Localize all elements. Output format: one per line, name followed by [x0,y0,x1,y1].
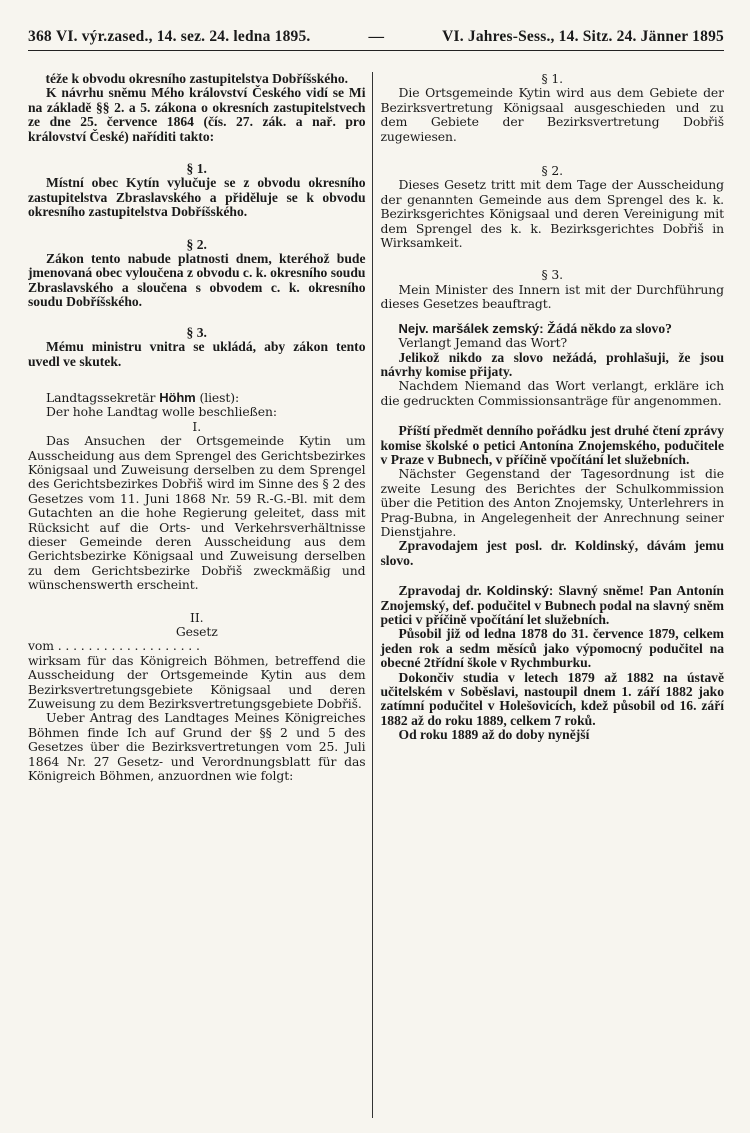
right-column [372,72,725,1118]
left-section-1-text: Místní obec Kytín vylučuje se z obvodu okresního zastupitelstva Zbraslavského a přiděluje se k obvodu okresního zastupitelstva Dobříšského. [28,175,366,220]
secretary-prefix: Landtagssekretär [46,389,156,405]
law-date-line: vom . . . . . . . . . . . . . . . . . . . [28,638,200,654]
secretary-name: Höhm [159,389,196,405]
marshal-question [381,322,725,336]
roman-numeral-2: II. [190,609,204,625]
rapporteur-announcement: Zpravodajem jest posl. dr. Koldinský, dávám jemu slovo. [380,538,724,568]
resolution-part-1: Das Ansuchen der Ortsgemeinde Kytin um Ausscheidung aus dem Sprengel des Gerichtsbezirkes Königsaal und Zuweisung derselben zu dem Sprengel des Gerichtsbezirkes Dobřiš wird im Sinne des § 2 des Gesetzes vom 11. Juni 1868 Nr. 59 R.-G.-Bl. mit dem Gutachten an die hohe Regierung geleitet, dass mit Rücksicht auf die Orts- und Verkehrsverhältnisse dieser Gemeinde deren Ausscheidung aus dem Gerichtsbezirke Königsaal und Zuweisung derselben zu dem Gerichtsbezirke Dobřiš zweckmäßig und wünschenswerth erscheint. [28,433,366,593]
service-record-3: Od roku 1889 až do doby nynější [398,727,590,743]
left-column [28,72,372,1118]
left-section-2-title: § 2. [186,236,207,252]
left-intro-line: téže k obvodu okresního zastupitelstva Dobříšského. [45,72,349,86]
left-section-1-title: § 1. [186,161,207,177]
document-page [28,28,724,1118]
next-item-german: Nächster Gegenstand der Tagesordnung ist die zweite Lesung des Berichtes der Schulkommission über die Petition des Anton Znojemsky, Unterlehrers in Prag-Bubna, in Angelegenheit der Anrechnung seiner Dienstjahre. [380,466,724,539]
rapporteur-speech [381,584,725,627]
resolution-line: Der hohe Landtag wolle beschließen: [46,404,277,420]
header-german: VI. Jahres-Sess., 14. Sitz. 24. Jänner 1895 [442,28,724,45]
rapporteur-text: Slavný sněme! Pan Antonín Znojemský, def. podučitel v Bubnech podal na slavný sněm petici v příčině vpočítání let služebních. [380,583,724,627]
secretary-line [28,391,366,405]
header-rule [28,50,724,51]
rapporteur-prefix: Zpravodaj dr. [398,583,482,599]
rapporteur-name: Koldinský: [486,583,554,599]
right-section-3-title: § 3. [541,267,564,283]
motion-accepted-czech: Jelikož nikdo za slovo nežádá, prohlašuji, že jsou návrhy komise přijaty. [380,349,724,379]
law-heading: Gesetz [175,624,218,639]
header-left [28,28,311,46]
right-section-1-title: § 1. [541,72,564,86]
right-section-2-text: Dieses Gesetz tritt mit dem Tage der Ausscheidung der genannten Gemeinde aus dem Sprengel des k. k. Bezirksgerichtes Königsaal und deren Vereinigung mit dem Sprengel des k. k. Bezirksgerichtes Dobřiš in Wirksamkeit. [380,177,724,251]
left-section-2-text: Zákon tento nabude platnosti dnem, kteréhož bude jmenovaná obec vyloučena z obvodu c. k. okresního soudu Zbraslavského a sloučena s obvodem c. k. okresního soudu Dobříšského. [28,251,366,310]
left-preamble: K návrhu sněmu Mého království Českého vidí se Mi na základě §§ 2. a 5. zákona o okresních zastupitelstvech ze dne 25. července 1864 (čís. 27. zák. a nař. pro království České) naříditi takto: [28,85,366,144]
roman-numeral-1: I. [192,418,202,434]
secretary-suffix: (liest): [199,389,240,405]
service-record-1: Působil již od ledna 1878 do 31. července 1879, celkem jeden rok a sedm měsíců jako výpomocný podučitel na obecné 2třídní škole v Rychmburku. [380,626,724,671]
service-record-2: Dokončiv studia v letech 1879 až 1882 na ústavě učitelském v Soběslavi, nastoupil dnem 1. září 1882 jako zatímní podučitel v Holešovicích, kdež působil od 16. září 1882 až do roku 1889, celkem 7 roků. [380,669,724,728]
right-section-2-title: § 2. [541,163,564,179]
marshal-question-german: Verlangt Jemand das Wort? [398,335,568,351]
marshal-text: Žádá někdo za slovo? [546,320,672,336]
right-section-1-text: Die Ortsgemeinde Kytin wird aus dem Gebiete der Bezirksvertretung Königsaal ausgeschieden und zu dem Gebiete der Bezirksvertretung Dobřiš zugewiesen. [380,85,724,144]
law-preamble: Ueber Antrag des Landtages Meines Königreiches Böhmen finde Ich auf Grund der §§ 2 und 5 des Gesetzes über die Bezirksvertretungen vom 25. Juli 1864 Nr. 27 Gesetz- und Verordnungsblatt für das Königreich Böhmen, anzuordnen wie folgt: [28,710,366,784]
left-section-3-title: § 3. [186,324,207,340]
next-item-czech: Příští předmět denního pořádku jest druhé čtení zprávy komise školské o petici Antonína Znojemského, podučitele v Praze v Bubnech, v příčině vpočítání let služebních. [380,423,724,467]
header-dash: — [368,28,385,45]
header-czech: VI. výr.zased., 14. sez. 24. ledna 1895. [55,28,311,45]
marshal-speaker: Nejv. maršálek zemský: [398,320,544,336]
left-section-3-text: Mému ministru vnitra se ukládá, aby zákon tento uvedl ve skutek. [28,339,366,369]
two-column-body [28,72,724,1118]
law-subject: wirksam für das Königreich Böhmen, betreffend die Ausscheidung der Ortsgemeinde Kytin aus dem Bezirksvertretungsgebiete Königsaal und deren Zuweisung zu dem Bezirksvertretungsgebiete Dobřiš. [28,652,366,712]
right-section-3-text: Mein Minister des Innern ist mit der Durchführung dieses Gesetzes beauftragt. [380,281,724,312]
motion-accepted-german: Nachdem Niemand das Wort verlangt, erkläre ich die gedruckten Commissionsanträge für angenommen. [380,378,724,408]
page-header [28,28,724,46]
page-number: 368 [28,28,52,45]
